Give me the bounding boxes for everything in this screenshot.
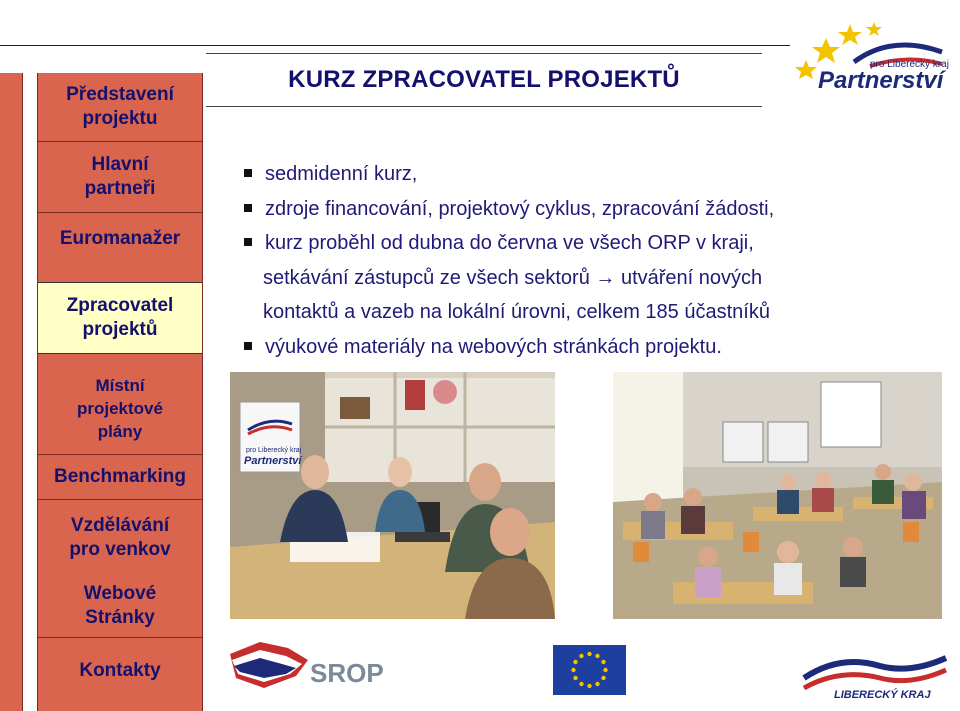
title-box (206, 53, 762, 107)
nav-item-vzdelavani-pro-venkov[interactable] (38, 500, 202, 575)
workshop-photo-2 (613, 372, 942, 619)
bullet-text: sedmidenní kurz, (265, 163, 418, 185)
bullet-continuation: setkávání zástupců ze všech sektorů → utváření nových (263, 266, 763, 289)
nav-item-webove-stranky[interactable] (38, 575, 202, 637)
partnerstvi-logo (792, 14, 952, 96)
nav-item-mistni-projektove-plany[interactable] (38, 368, 202, 448)
bullet-text: zdroje financování, projektový cyklus, zpracování žádosti, (265, 197, 775, 220)
sidebar-nav (37, 73, 203, 711)
header-rule (0, 45, 790, 46)
bullet-text: kurz proběhl od dubna do června ve všech ORP v kraji, (265, 232, 754, 254)
nav-label: Místní projektové plány (77, 375, 163, 441)
workshop-photo-1 (230, 372, 555, 619)
nav-item-zpracovatel-projektu[interactable] (38, 282, 202, 354)
srop-logo (224, 638, 384, 700)
nav-label: Hlavní partneři (84, 154, 156, 199)
nav-item-hlavni-partneri[interactable] (38, 142, 202, 212)
logo-subtitle: pro Liberecký kraj (870, 59, 949, 70)
liberec-text: LIBERECKÝ KRAJ (834, 689, 931, 701)
star-icon (838, 24, 862, 45)
nav-label: Kontakty (79, 660, 161, 681)
bullet-square-icon (244, 204, 252, 212)
star-icon (866, 22, 882, 36)
nav-label: Představení projektu (66, 84, 174, 129)
bullet-square-icon (244, 342, 252, 350)
nav-item-euromanazer[interactable] (38, 213, 202, 265)
bullet-item (244, 226, 924, 261)
poster-title: Partnerství (244, 455, 302, 467)
logo-title: Partnerství (818, 67, 944, 94)
bullet-text: výukové materiály na webových stránkách projektu. (265, 335, 722, 358)
nav-label: Benchmarking (54, 466, 186, 487)
nav-item-kontakty[interactable] (38, 638, 202, 704)
bullet-continuation: kontaktů a vazeb na lokální úrovni, celkem 185 účastníků (263, 301, 770, 323)
nav-label: Webové Stránky (83, 583, 157, 628)
srop-text: SROP (310, 658, 384, 688)
nav-item-predstaveni-projektu[interactable] (38, 73, 202, 141)
page-title: KURZ ZPRACOVATEL PROJEKTŮ (288, 66, 680, 93)
bullet-item (244, 330, 924, 365)
nav-label: Vzdělávání pro venkov (69, 514, 171, 560)
eu-flag-logo (553, 645, 626, 695)
bullet-item (244, 192, 924, 227)
nav-label: Euromanažer (59, 228, 181, 249)
poster-subtitle: pro Liberecký kraj (246, 447, 302, 454)
liberecky-kraj-logo (800, 648, 950, 702)
nav-item-benchmarking[interactable] (38, 455, 202, 499)
star-icon (795, 60, 817, 79)
bullet-square-icon (244, 169, 252, 177)
sidebar-decor-strip (0, 73, 23, 711)
nav-label: Zpracovatel projektů (66, 295, 174, 340)
bullet-item (244, 157, 924, 192)
star-icon (812, 38, 840, 63)
bullet-square-icon (244, 238, 252, 246)
bullet-list (244, 157, 924, 364)
